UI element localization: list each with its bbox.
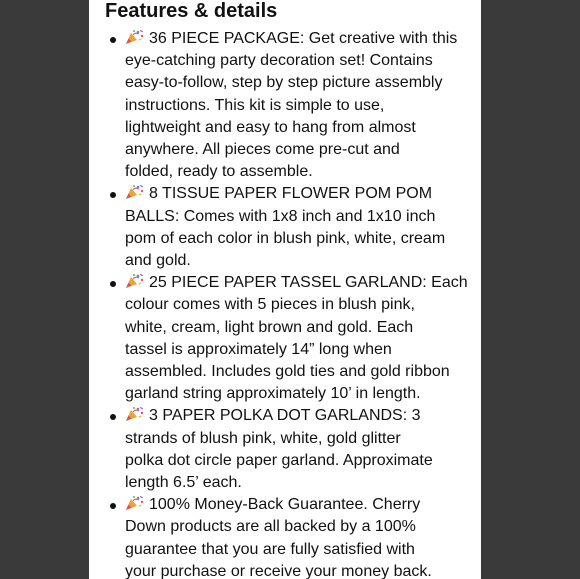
feature-bullet <box>89 272 481 405</box>
feature-text: anywhere. All pieces come pre-cut and <box>125 141 400 159</box>
party-popper-icon <box>125 29 145 45</box>
feature-text: polka dot circle paper garland. Approximate <box>125 451 433 469</box>
feature-text-line <box>125 161 481 183</box>
party-popper-icon <box>125 273 145 289</box>
feature-bullet <box>89 183 481 272</box>
feature-text-line <box>125 428 481 450</box>
party-popper-icon <box>125 406 145 422</box>
party-popper-icon <box>125 184 145 200</box>
feature-text-line <box>125 28 481 50</box>
feature-text-line <box>125 339 481 361</box>
feature-text: instructions. This kit is simple to use, <box>125 96 385 114</box>
feature-text: guarantee that you are fully satisfied with <box>125 540 415 558</box>
feature-text: white, cream, light brown and gold. Each <box>125 318 414 336</box>
feature-text: garland string approximately 10’ in length. <box>125 385 421 403</box>
feature-text-line <box>125 361 481 383</box>
feature-text: tassel is approximately 14” long when <box>125 340 392 358</box>
bullet-dot <box>110 192 116 198</box>
feature-text-line <box>125 317 481 339</box>
feature-text-line <box>125 294 481 316</box>
feature-text-line <box>125 183 481 205</box>
feature-text-line <box>125 472 481 494</box>
feature-text-line <box>125 72 481 94</box>
feature-text: lightweight and easy to hang from almost <box>125 118 416 136</box>
feature-text: your purchase or receive your money back. <box>125 562 432 579</box>
feature-text: 3 PAPER POLKA DOT GARLANDS: 3 <box>149 407 421 425</box>
feature-text: length 6.5’ each. <box>125 474 242 492</box>
feature-text-line <box>125 272 481 294</box>
feature-text-line <box>125 561 481 579</box>
feature-text: easy-to-follow, step by step picture assembly <box>125 74 443 92</box>
feature-text: strands of blush pink, white, gold glitter <box>125 429 401 447</box>
feature-bullet <box>89 405 481 494</box>
bullet-dot <box>110 414 116 420</box>
feature-text: folded, ready to assemble. <box>125 163 313 181</box>
feature-text-line <box>125 139 481 161</box>
feature-text-line <box>125 539 481 561</box>
bullet-dot <box>110 281 116 287</box>
feature-text-line <box>125 405 481 427</box>
feature-text-line <box>125 228 481 250</box>
feature-text-line <box>125 383 481 405</box>
feature-text: Down products are all backed by a 100% <box>125 518 416 536</box>
bullet-dot <box>110 37 116 43</box>
features-panel <box>89 0 481 579</box>
feature-text: BALLS: Comes with 1x8 inch and 1x10 inch <box>125 207 436 225</box>
features-heading: Features & details <box>105 0 278 22</box>
feature-text-line <box>125 50 481 72</box>
feature-bullet <box>89 494 481 579</box>
feature-text: eye-catching party decoration set! Contains <box>125 52 433 70</box>
party-popper-icon <box>125 495 145 511</box>
feature-text: 36 PIECE PACKAGE: Get creative with this <box>149 30 458 47</box>
feature-text-line <box>125 516 481 538</box>
feature-text: pom of each color in blush pink, white, cream <box>125 229 446 247</box>
feature-text-line <box>125 206 481 228</box>
bullet-dot <box>110 503 116 509</box>
feature-text: and gold. <box>125 252 191 270</box>
feature-text-line <box>125 117 481 139</box>
feature-text: colour comes with 5 pieces in blush pink, <box>125 296 415 314</box>
feature-text: 8 TISSUE PAPER FLOWER POM POM <box>149 185 433 203</box>
feature-text-line <box>125 95 481 117</box>
feature-bullet <box>89 28 481 183</box>
feature-text: assembled. Includes gold ties and gold ribbon <box>125 363 450 381</box>
feature-text: 25 PIECE PAPER TASSEL GARLAND: Each <box>149 274 468 292</box>
feature-text-line <box>125 450 481 472</box>
features-list <box>89 28 481 579</box>
feature-text-line <box>125 494 481 516</box>
feature-text: 100% Money-Back Guarantee. Cherry <box>149 496 421 514</box>
feature-text-line <box>125 250 481 272</box>
